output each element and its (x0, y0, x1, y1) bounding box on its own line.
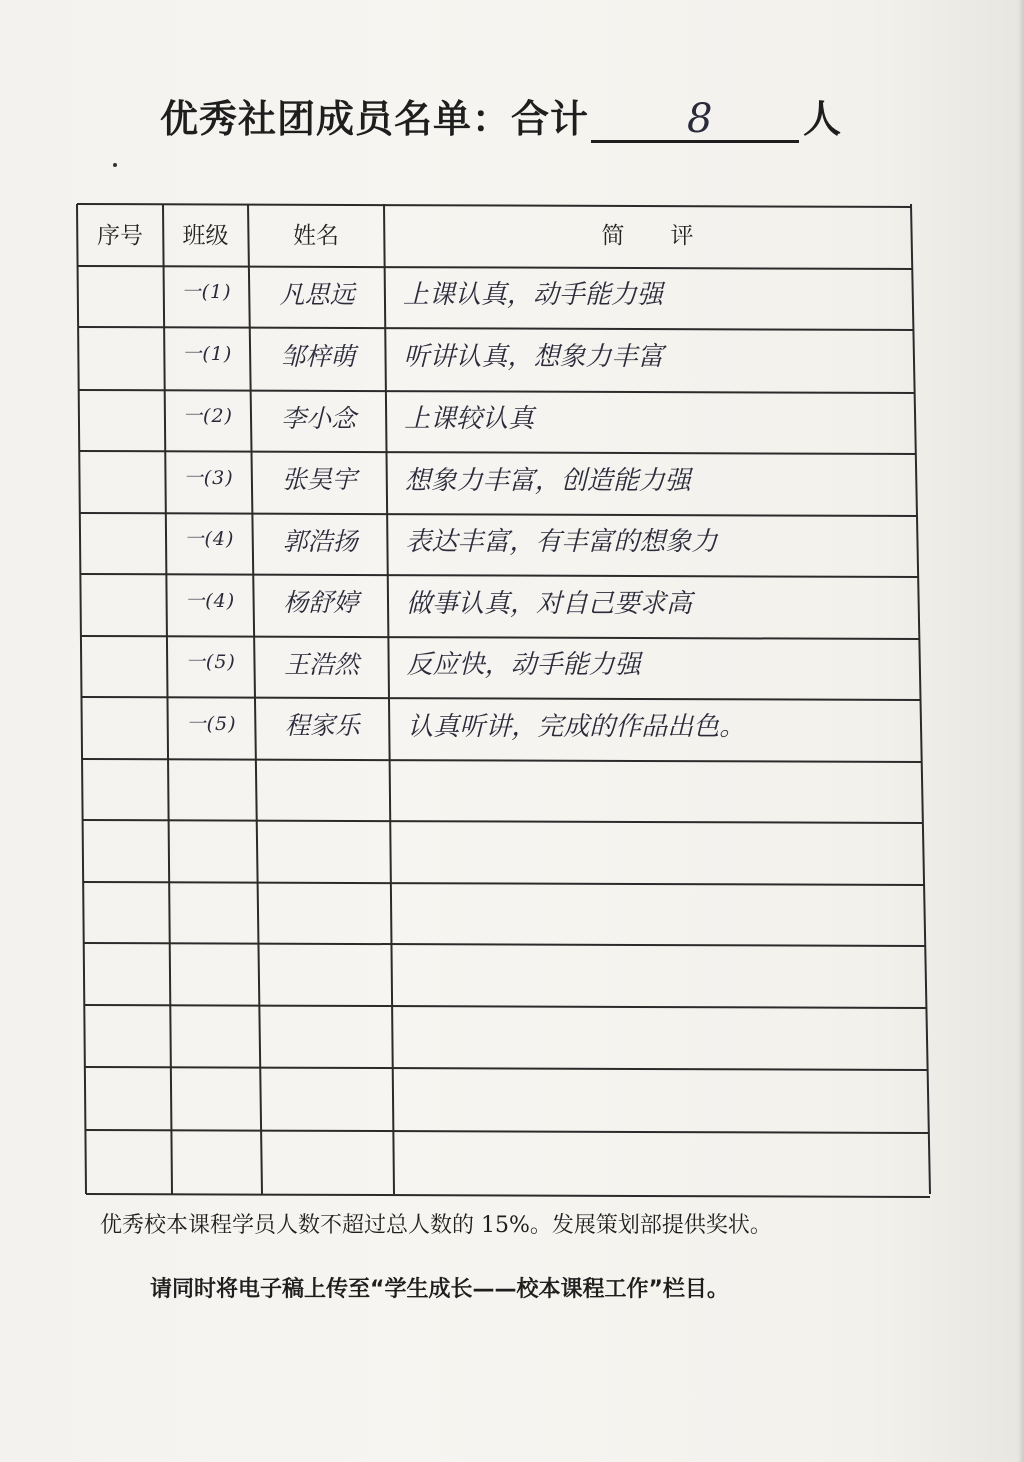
row-14-seq (85, 1067, 171, 1130)
row-7-class: 一(5) (185, 651, 236, 673)
row-3-class: 一(2) (183, 405, 233, 427)
row-13-class (171, 999, 260, 1061)
row-11-seq (83, 882, 169, 943)
row-15-class (172, 1124, 262, 1188)
row-13-name (260, 1001, 393, 1063)
row-10-name (257, 816, 390, 878)
row-14-class (171, 1061, 261, 1124)
row-1-comment: 上课认真，动手能力强 (402, 280, 663, 310)
row-13-seq (85, 1005, 171, 1067)
row-4-class: 一(3) (183, 466, 234, 489)
header-class: 班级 (182, 222, 229, 249)
row-10-seq (83, 820, 169, 882)
row-6-class: 一(4) (185, 589, 236, 612)
row-11-comment (391, 878, 942, 939)
row-5-name: 郭浩扬 (282, 526, 358, 556)
header-seq: 序号 (97, 222, 143, 249)
title-unit: 人 (803, 97, 843, 141)
row-6-comment: 做事认真，对自己要求高 (406, 588, 693, 619)
row-2-comment: 听讲认真，想象力丰富 (403, 342, 664, 372)
row-3-seq (79, 390, 165, 451)
row-7-name: 王浩然 (284, 649, 360, 679)
row-11-class (169, 876, 258, 937)
row-6-name: 杨舒婷 (283, 588, 359, 617)
row-4-comment: 想象力丰富，创造能力强 (404, 465, 691, 496)
row-4-name: 张昊宇 (281, 465, 357, 494)
row-10-class (169, 814, 257, 876)
row-6-seq (81, 574, 167, 636)
row-1-seq (78, 266, 164, 327)
header-name: 姓名 (293, 222, 339, 249)
row-13-comment (392, 1001, 945, 1063)
title-text: 优秀社团成员名单：合计 (160, 97, 590, 141)
row-2-name: 邹梓萌 (280, 341, 356, 371)
row-3-name: 李小念 (281, 403, 357, 433)
total-count: 8 (687, 96, 714, 142)
row-12-class (170, 937, 259, 999)
row-1-class: 一(1) (181, 281, 232, 303)
row-5-seq (80, 513, 166, 574)
row-9-class (168, 753, 256, 814)
row-2-class: 一(1) (182, 343, 233, 365)
row-2-seq (78, 327, 164, 390)
row-9-name (256, 755, 390, 816)
row-15-comment (394, 1126, 948, 1190)
row-14-name (261, 1063, 393, 1126)
row-14-comment (393, 1063, 946, 1126)
row-12-seq (84, 943, 170, 1005)
row-5-comment: 表达丰富，有丰富的想象力 (405, 527, 718, 557)
footer-note-award: 优秀校本课程学员人数不超过总人数的 15%。发展策划部提供奖状。 (100, 1213, 772, 1238)
row-11-name (258, 878, 391, 939)
row-9-seq (82, 759, 168, 820)
row-3-comment: 上课较认真 (404, 404, 535, 434)
row-10-comment (391, 816, 942, 878)
row-8-comment: 认真听讲，完成的作品出色。 (407, 711, 746, 742)
row-8-seq (82, 697, 168, 759)
row-7-seq (81, 636, 167, 697)
row-5-class: 一(4) (184, 528, 235, 550)
row-15-seq (86, 1130, 172, 1194)
row-9-comment (390, 755, 940, 816)
row-12-name (259, 939, 392, 1001)
row-12-comment (392, 939, 944, 1001)
row-7-comment: 反应快，动手能力强 (406, 650, 641, 680)
row-15-name (262, 1126, 394, 1190)
row-4-seq (80, 451, 166, 513)
row-1-name: 凡思远 (279, 279, 355, 309)
header-comment: 简 评 (601, 222, 694, 249)
row-8-name: 程家乐 (284, 711, 360, 740)
footer-note-upload: 请同时将电子稿上传至“学生成长——校本课程工作”栏目。 (150, 1277, 729, 1302)
row-8-class: 一(5) (186, 712, 237, 735)
